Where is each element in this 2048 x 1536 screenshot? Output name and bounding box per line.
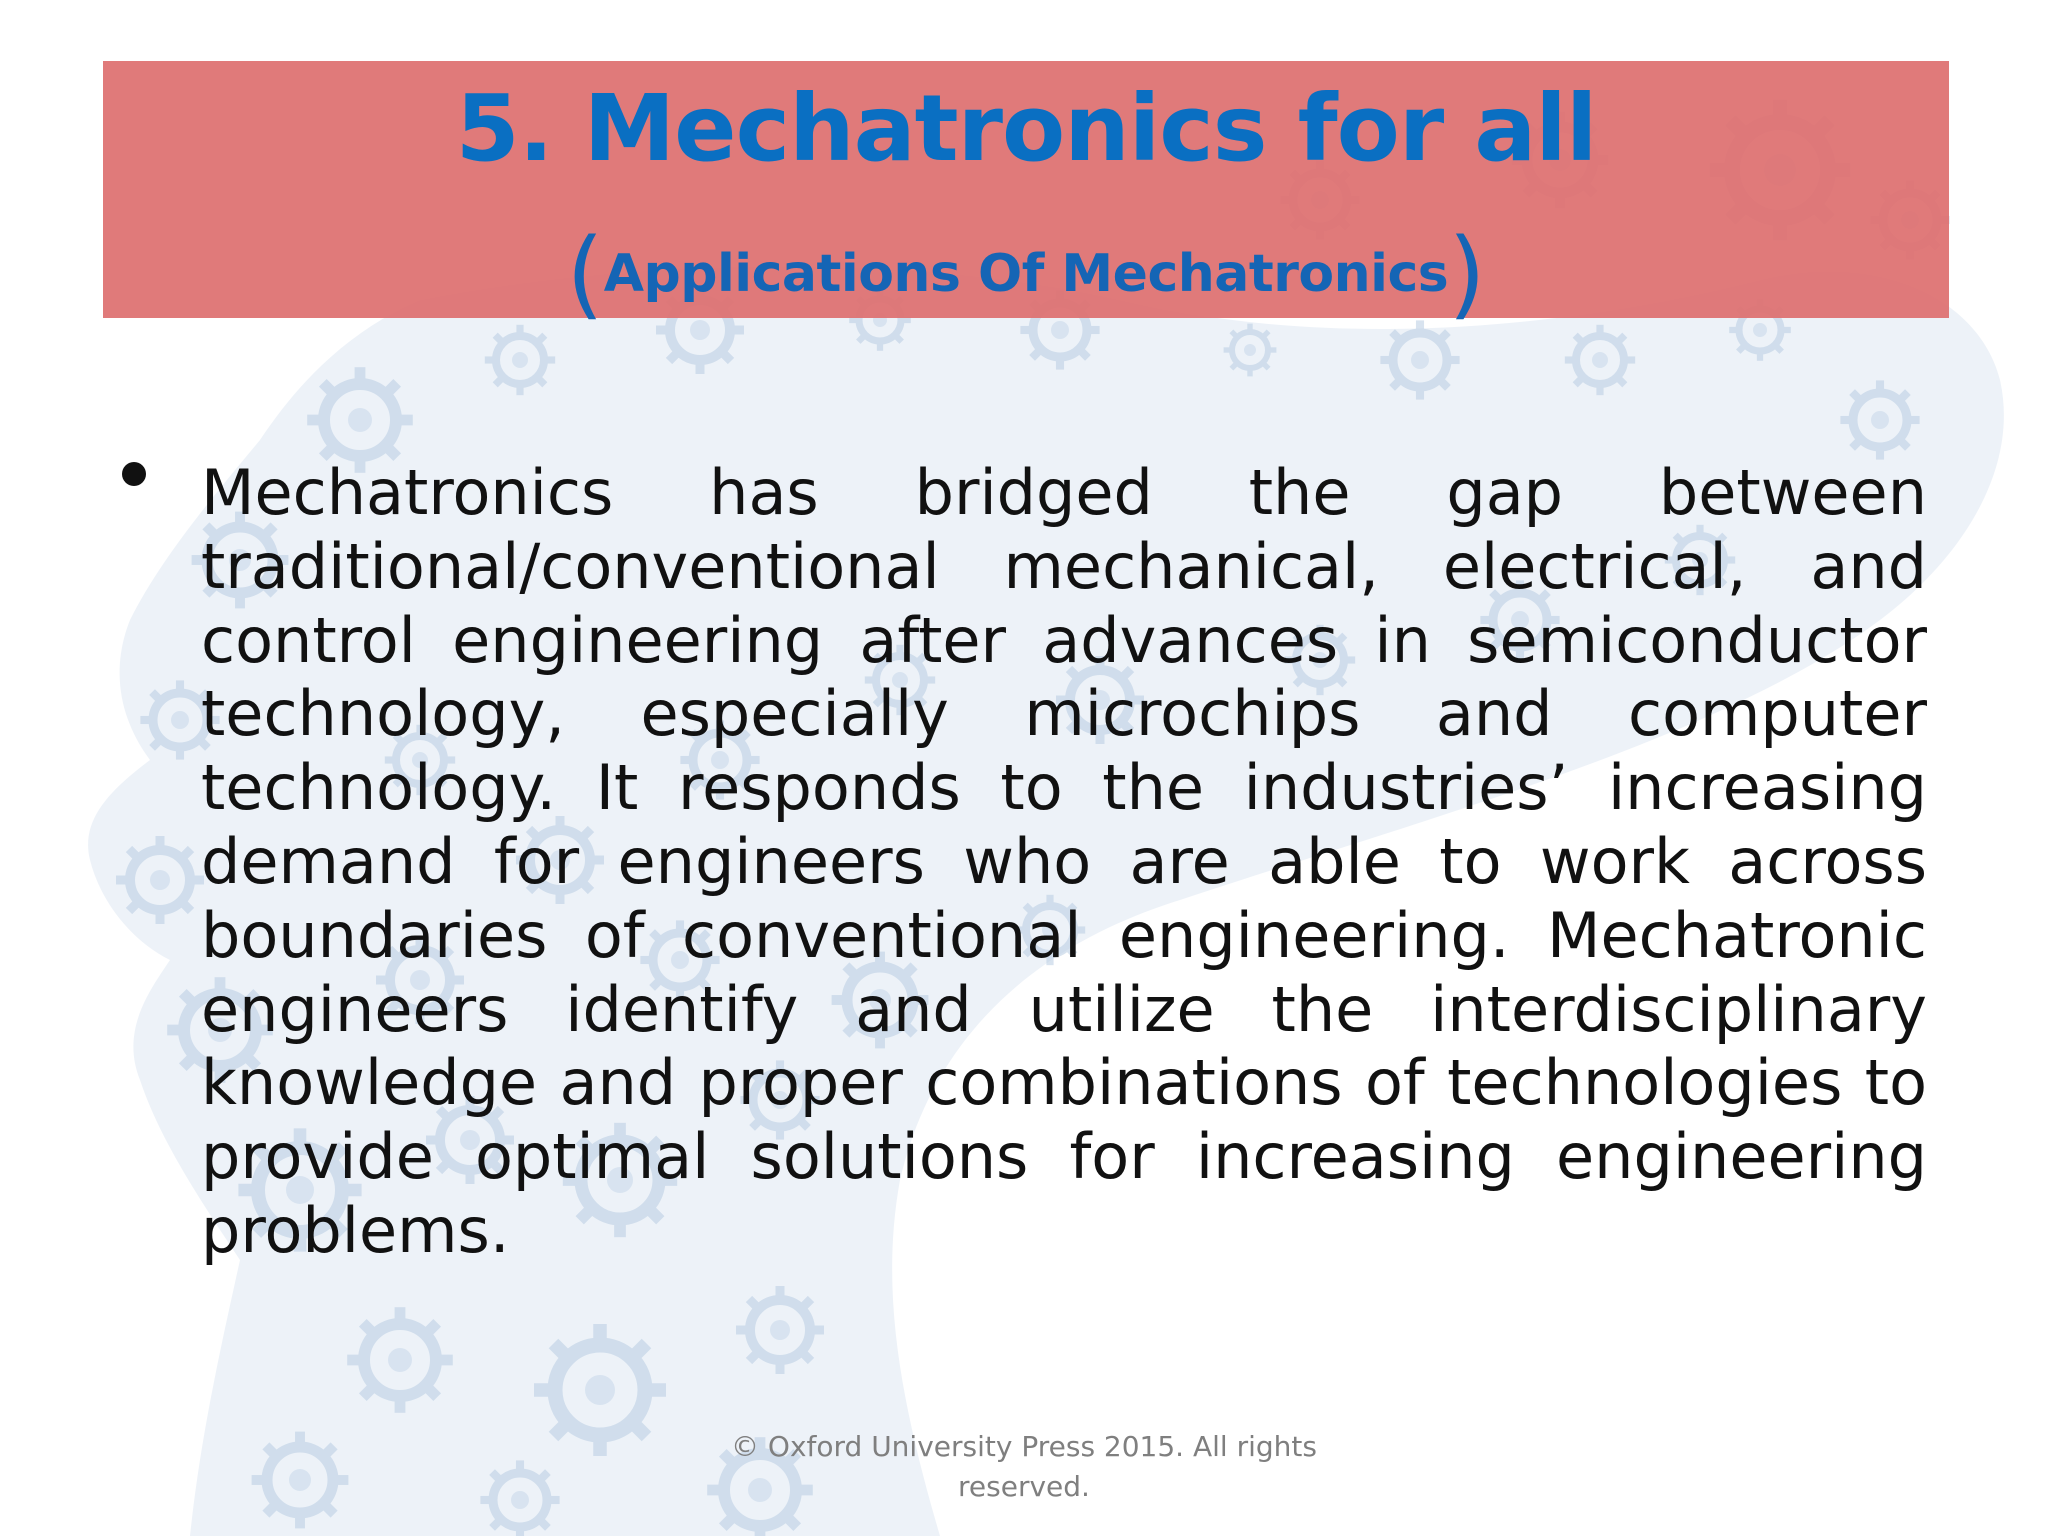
- slide-title: 5. Mechatronics for all: [455, 75, 1597, 182]
- bullet-text: Mechatronics has bridged the gap between traditional/conventional mechanical, electrical, and control engineering after advances in semiconductor technology, especially microchips and computer technology. It responds to the industries’ increasing demand for engineers who are able to work across boundaries of conventional engineering. Mechatronic engineers identify and utilize the interdisciplinary knowledge and proper combinations of technologies to provide optimal solutions for increasing engineering problems.: [201, 456, 1927, 1267]
- subtitle-close-paren: ): [1448, 218, 1486, 330]
- slide-subtitle: [103, 219, 1949, 329]
- subtitle-open-paren: (: [566, 218, 604, 330]
- title-band: [103, 61, 1949, 330]
- bullet-icon: [122, 462, 146, 486]
- copyright-footer: © Oxford University Press 2015. All rights reserved.: [731, 1430, 1317, 1503]
- subtitle-text: Applications Of Mechatronics: [603, 244, 1449, 304]
